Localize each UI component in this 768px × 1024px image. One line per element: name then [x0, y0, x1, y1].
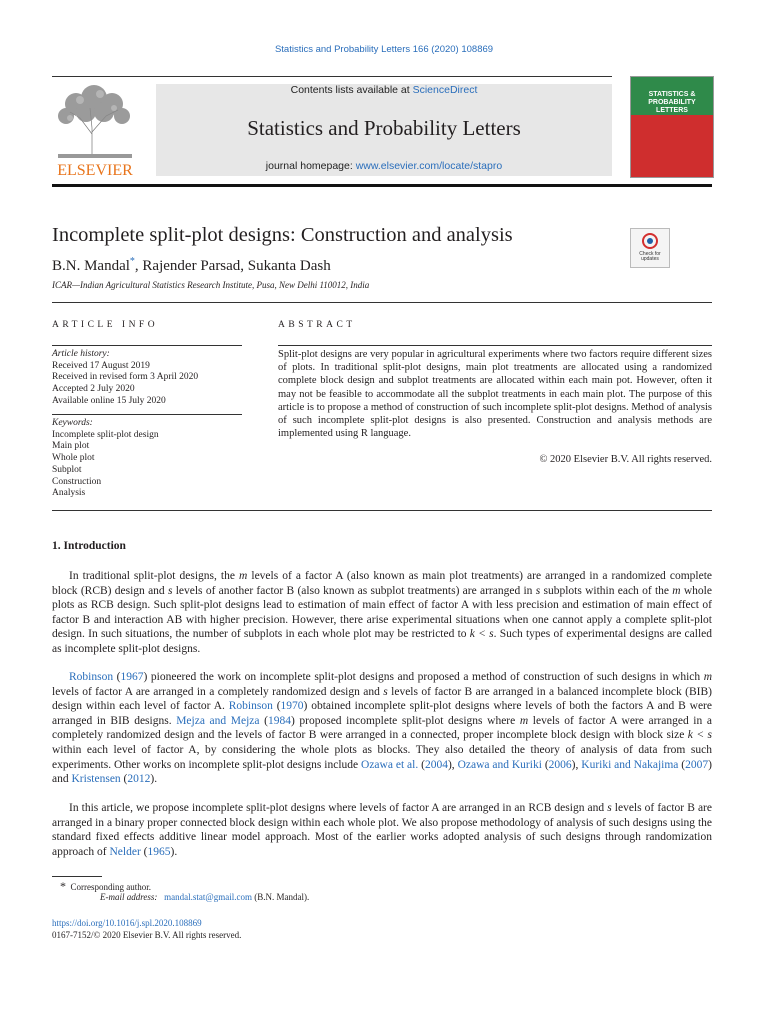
text-run: levels of factor A are arranged in a completely randomized design and: [52, 685, 384, 698]
text-run: ),: [571, 758, 582, 771]
front-matter-separator: [52, 510, 712, 511]
math-var: s: [607, 802, 612, 814]
text-run: (: [272, 700, 281, 713]
text-run: (: [113, 671, 121, 683]
citation-link[interactable]: Robinson: [69, 671, 114, 683]
history-label: Article history:: [52, 349, 110, 359]
text-run: ),: [447, 758, 458, 771]
email-link[interactable]: mandal.stat@gmail.com: [164, 892, 252, 902]
text-run: (: [678, 758, 686, 771]
keyword-item: Whole plot: [52, 453, 95, 464]
text-run: In this article, we propose incomplete split-plot designs where levels of factor A are arranged in an RCB design and: [69, 802, 608, 814]
other-authors: , Rajender Parsad, Sukanta Dash: [134, 258, 331, 274]
abstract-copyright: © 2020 Elsevier B.V. All rights reserved.: [539, 454, 712, 465]
keyword-item: Construction: [52, 476, 102, 487]
elsevier-logo[interactable]: [52, 82, 138, 178]
text-run: ).: [170, 845, 178, 858]
affiliation: ICAR—Indian Agricultural Statistics Research Institute, Pusa, New Delhi 110012, India: [52, 280, 370, 290]
text-run: (: [259, 714, 268, 727]
citation-year-link[interactable]: 2012: [127, 773, 151, 786]
math-var: m: [703, 671, 712, 683]
citation-link[interactable]: Kuriki and Nakajima: [581, 758, 679, 771]
publisher-name: ELSEVIER: [57, 162, 133, 178]
text-run: (: [120, 773, 128, 786]
abstract-text: Split-plot designs are very popular in agricultural experiments where two factors require different sizes of plots. In traditional split-plot designs, main plot treatments are allocated using a randomized complete block design and subplot treatments are allocated within each main pot. However, often it may not be feasible to accommodate all the subplot treatments in each main plot. The purpose of this article is to propose a method of construction of such incomplete split-plot designs. Method of analysis of such incomplete split-plot designs is also presented. Construction and analysis methods are implemented using R language.: [278, 349, 712, 440]
history-item: Accepted 2 July 2020: [52, 384, 135, 395]
citation-year-link[interactable]: 1967: [120, 671, 144, 683]
keyword-item: Incomplete split-plot design: [52, 429, 159, 440]
keyword-item: Analysis: [52, 488, 86, 499]
header-bottom-rule: [52, 184, 712, 187]
email-owner: (B.N. Mandal).: [251, 892, 310, 902]
check-for-updates-badge[interactable]: [630, 228, 670, 268]
article-info-heading: ARTICLE INFO: [52, 320, 159, 330]
citation-year-link[interactable]: 1970: [280, 700, 304, 713]
math-var: m: [239, 570, 248, 582]
header-top-rule: [52, 76, 612, 77]
text-run: subplots within each of the: [540, 584, 673, 597]
cover-line-1: STATISTICS &: [648, 91, 696, 98]
author-1[interactable]: B.N. Mandal: [52, 258, 130, 274]
text-run: In traditional split-plot designs, the: [69, 570, 240, 582]
math-var: s: [167, 584, 173, 597]
citation-link[interactable]: Robinson: [228, 700, 273, 713]
issn-line: 0167-7152/© 2020 Elsevier B.V. All rights reserved.: [52, 930, 242, 940]
sciencedirect-link[interactable]: ScienceDirect: [412, 84, 478, 96]
text-run: whole plots as RCB design. Such split-plot designs lead to estimation of main effect of factor A with less precision and estimation of main effect of factor B and interaction AB with higher precision. However, there arise experimental situations when one cannot apply a complete split-plot design. In such situations, the number of subplots in each whole plot may be restricted to: [52, 584, 712, 641]
cover-line-3: LETTERS: [656, 107, 688, 114]
intro-paragraph-3: [52, 801, 712, 859]
text-run: levels of factor B are arranged in a binary proper connected block design within each whole plot. We also propose methodology of analysis of such designs using the standard fixed effects additive linear model approach. Most of the earlier works adopted analysis of such designs through randomization approach of: [52, 802, 712, 858]
text-run: (: [418, 758, 425, 771]
text-run: levels of another factor B (also known as subplot treatments) are arranged in: [172, 584, 536, 597]
email-label: E-mail address:: [100, 892, 158, 902]
text-run: levels of factor B are arranged in a balanced incomplete block (BIB) design within each level of factor A.: [52, 685, 712, 713]
math-var: s: [535, 584, 541, 597]
footnote-rule: [52, 876, 102, 877]
intro-paragraph-2: [52, 670, 712, 787]
citation-link[interactable]: Nelder: [109, 845, 141, 858]
citation-year-link[interactable]: 2004: [424, 758, 448, 771]
section-heading-introduction: 1. Introduction: [52, 540, 126, 552]
doi-link[interactable]: https://doi.org/10.1016/j.spl.2020.108869: [52, 918, 202, 928]
cover-title: [631, 91, 713, 115]
citation-year-link[interactable]: 1965: [147, 845, 171, 858]
citation-year-link[interactable]: 2006: [548, 758, 572, 771]
text-run: ) and: [52, 758, 712, 786]
text-run: (: [541, 758, 549, 771]
abstract-heading: ABSTRACT: [278, 320, 356, 330]
article-info-rule: [52, 345, 242, 346]
check-updates-icon: [642, 233, 658, 249]
journal-reference-link[interactable]: Statistics and Probability Letters 166 (2020) 108869: [274, 44, 494, 55]
text-run: . Such types of experimental designs are called as incomplete split-plot designs.: [52, 628, 712, 655]
citation-link[interactable]: Kristensen: [71, 773, 121, 786]
text-run: ) pioneered the work on incomplete split-plot designs and proposed a method of construction of such designs in which: [143, 671, 704, 683]
elsevier-tree-icon: [52, 82, 138, 178]
text-run: levels of a factor A (also known as main plot treatments) are arranged in a randomized complete block (RCB) design and: [52, 570, 712, 597]
math-expr: k < s: [469, 628, 494, 641]
check-updates-line-1: Check for: [639, 251, 661, 257]
check-updates-label: [631, 252, 669, 262]
footnote-corresponding-text: Corresponding author.: [70, 882, 151, 892]
keywords-rule: [52, 414, 242, 415]
abstract-rule: [278, 345, 712, 346]
math-expr: k < s: [687, 729, 712, 742]
keyword-item: Subplot: [52, 464, 82, 475]
history-item: Received 17 August 2019: [52, 360, 150, 371]
text-run: levels of factor A were arranged in a completely randomized design and the levels of factor B were arranged in a connected, proper incomplete block design with block size: [52, 714, 712, 742]
intro-paragraph-1: [52, 569, 712, 657]
citation-year-link[interactable]: 1984: [267, 714, 291, 727]
homepage-prefix: journal homepage:: [265, 160, 356, 172]
cover-line-2: PROBABILITY: [648, 99, 696, 106]
footnote-email: [52, 892, 309, 902]
title-separator: [52, 302, 712, 303]
history-item: Available online 15 July 2020: [52, 395, 166, 406]
journal-cover-thumbnail[interactable]: [630, 76, 714, 178]
history-item: Received in revised form 3 April 2020: [52, 372, 199, 383]
keyword-item: Main plot: [52, 441, 90, 452]
article-history: [52, 349, 198, 408]
text-run: within each level of factor A, by considering the whole plots as blocks. They also detailed the theory of analysis of data from such experiments. Other works on incomplete split-plot designs include: [52, 743, 712, 771]
homepage-link[interactable]: www.elsevier.com/locate/stapro: [355, 160, 503, 172]
keywords-list: [52, 418, 159, 500]
footnote-mark: *: [60, 879, 66, 893]
contents-line: [156, 84, 612, 96]
math-var: m: [519, 714, 529, 727]
math-var: s: [383, 685, 388, 698]
text-run: (: [140, 845, 148, 858]
corresponding-author-mark[interactable]: *: [129, 256, 135, 267]
text-run: ) proposed incomplete split-plot designs where: [290, 714, 520, 727]
journal-homepage: [156, 160, 612, 172]
text-run: ) obtained incomplete split-plot designs where levels of both the factors A and B were arranged in BIB designs.: [52, 700, 712, 727]
citation-link[interactable]: Mejza and Mejza: [176, 714, 260, 727]
citation-link[interactable]: Ozawa et al.: [361, 758, 419, 771]
check-updates-line-2: updates: [641, 256, 659, 262]
contents-prefix: Contents lists available at: [290, 84, 413, 96]
article-title: Incomplete split-plot designs: Construction and analysis: [52, 224, 513, 246]
citation-year-link[interactable]: 2007: [685, 758, 709, 771]
citation-link[interactable]: Ozawa and Kuriki: [457, 758, 542, 771]
keywords-label: Keywords:: [52, 418, 93, 428]
journal-title: Statistics and Probability Letters: [247, 116, 521, 140]
math-var: m: [672, 584, 681, 597]
author-list: [52, 256, 331, 275]
text-run: ).: [150, 773, 158, 786]
